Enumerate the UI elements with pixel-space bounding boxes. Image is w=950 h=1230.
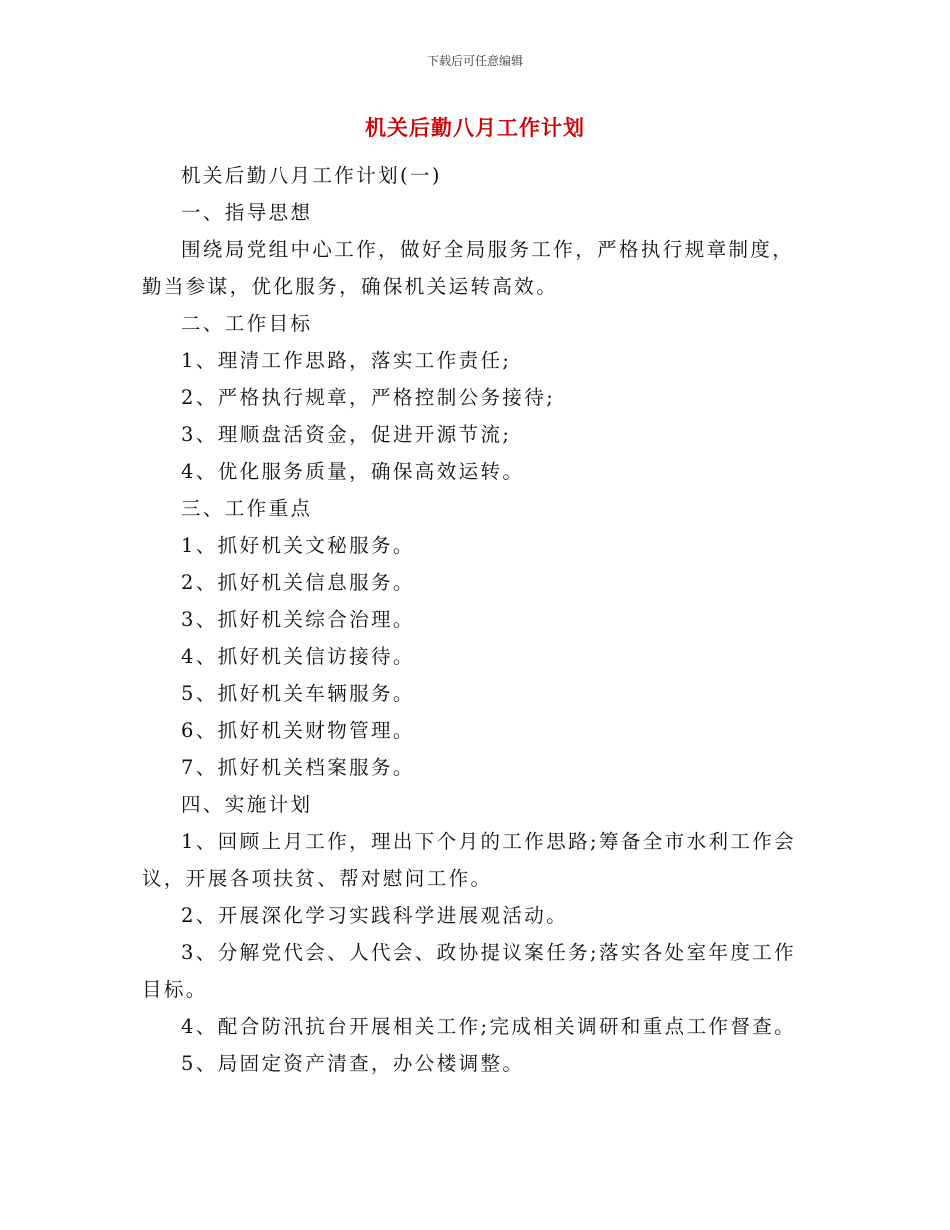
list-item: 5、抓好机关车辆服务。 — [181, 682, 415, 705]
list-item: 2、开展深化学习实践科学进展观活动。 — [181, 904, 569, 927]
list-item: 1、理清工作思路，落实工作责任; — [181, 349, 512, 372]
subtitle-paragraph: 机关后勤八月工作计划(一) — [181, 164, 442, 187]
section-heading-implementation-plan: 四、实施计划 — [181, 793, 313, 816]
section-heading-guiding-thought: 一、指导思想 — [181, 201, 313, 224]
list-item: 6、抓好机关财物管理。 — [181, 719, 415, 742]
list-item: 7、抓好机关档案服务。 — [181, 756, 415, 779]
document-body — [142, 157, 808, 1082]
list-item: 4、配合防汛抗台开展相关工作;完成相关调研和重点工作督查。 — [181, 1015, 797, 1038]
list-item: 4、优化服务质量，确保高效运转。 — [181, 460, 525, 483]
list-item: 4、抓好机关信访接待。 — [181, 645, 415, 668]
list-item: 3、理顺盘活资金，促进开源节流; — [181, 423, 512, 446]
list-item: 5、局固定资产清查，办公楼调整。 — [181, 1052, 525, 1075]
list-item: 1、抓好机关文秘服务。 — [181, 534, 415, 557]
section-heading-work-goals: 二、工作目标 — [181, 312, 313, 335]
list-item: 3、抓好机关综合治理。 — [181, 608, 415, 631]
list-item: 2、严格执行规章，严格控制公务接待; — [181, 386, 556, 409]
section-heading-work-focus: 三、工作重点 — [181, 497, 313, 520]
list-item: 1、回顾上月工作，理出下个月的工作思路;筹备全市水利工作会议，开展各项扶贫、帮对慰问工作。 — [142, 830, 797, 890]
list-item: 3、分解党代会、人代会、政协提议案任务;落实各处室年度工作目标。 — [142, 941, 797, 1001]
page-header: 下载后可任意编辑 — [426, 54, 523, 68]
document-title: 机关后勤八月工作计划 — [365, 116, 585, 140]
body-paragraph: 围绕局党组中心工作，做好全局服务工作，严格执行规章制度，勤当参谋，优化服务，确保机关运转高效。 — [142, 238, 795, 298]
list-item: 2、抓好机关信息服务。 — [181, 571, 415, 594]
